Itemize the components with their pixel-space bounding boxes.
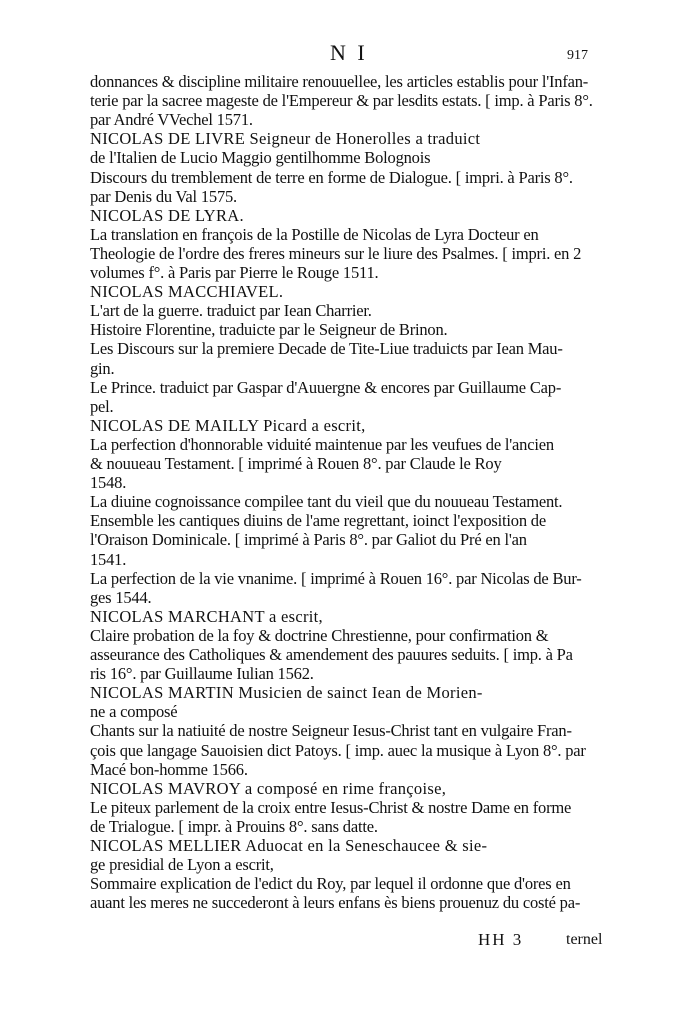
text-line: çois que langage Sauoisien dict Patoys. [ imp. auec la musique à Lyon 8°. par (90, 740, 586, 760)
text-line: La translation en françois de la Postille de Nicolas de Lyra Docteur en (90, 224, 539, 244)
entry-heading: NICOLAS MELLIER Aduocat en la Seneschaucee & sie- (90, 836, 488, 855)
entry-heading: NICOLAS DE LYRA. (90, 205, 244, 225)
text-line: Histoire Florentine, traduicte par le Seigneur de Brinon. (90, 320, 448, 340)
text-line: par André VVechel 1571. (90, 110, 253, 130)
text-line: Ensemble les cantiques diuins de l'ame regrettant, ioinct l'exposition de (90, 511, 546, 531)
text-line: 1548. (90, 473, 127, 493)
text-line: volumes f°. à Paris par Pierre le Rouge 1511. (90, 263, 379, 282)
text-line: Claire probation de la foy & doctrine Chrestienne, pour confirmation & (90, 625, 549, 645)
entry-heading: NICOLAS MARTIN Musicien de sainct Iean de Morien- (90, 683, 483, 703)
text-line: asseurance des Catholiques & amendement des pauures seduits. [ imp. à Pa (90, 645, 573, 664)
text-line: donnances & discipline militaire renouuellee, les articles establis pour l'Infan- (90, 72, 589, 91)
text-line: de l'Italien de Lucio Maggio gentilhomme Bolognois (90, 148, 431, 168)
text-line: La perfection d'honnorable viduité maintenue par les veufues de l'ancien (90, 434, 554, 454)
signature-mark: HH 3 (478, 930, 524, 949)
page-number: 917 (567, 48, 588, 63)
catchword: ternel (566, 931, 603, 948)
text-line: Macé bon-homme 1566. (90, 759, 248, 779)
text-line: Les Discours sur la premiere Decade de Tite-Liue traduicts par Iean Mau- (90, 339, 563, 359)
text-line: & nouueau Testament. [ imprimé à Rouen 8°. par Claude le Roy (90, 454, 502, 473)
text-line: gin. (90, 358, 115, 378)
text-line: Le piteux parlement de la croix entre Iesus-Christ & nostre Dame en forme (90, 797, 572, 817)
text-line: La diuine cognoissance compilee tant du vieil que du nouueau Testament. (90, 492, 563, 512)
text-line: Sommaire explication de l'edict du Roy, par lequel il ordonne que d'ores en (90, 874, 571, 894)
text-line: l'Oraison Dominicale. [ imprimé à Paris 8°. par Galiot du Pré en l'an (90, 530, 527, 550)
text-line: ge presidial de Lyon a escrit, (90, 855, 274, 875)
text-line: Discours du tremblement de terre en forme de Dialogue. [ impri. à Paris 8°. (90, 167, 573, 187)
text-line: Chants sur la natiuité de nostre Seigneur Iesus-Christ tant en vulgaire Fran- (90, 721, 572, 741)
text-line: de Trialogue. [ impr. à Prouins 8°. sans datte. (90, 816, 378, 836)
text-line: Le Prince. traduict par Gaspar d'Auuergne & encores par Guillaume Cap- (90, 377, 562, 397)
text-line: L'art de la guerre. traduict par Iean Charrier. (90, 301, 372, 321)
text-line: ges 1544. (90, 587, 152, 607)
entry-heading: NICOLAS MACCHIAVEL. (90, 282, 284, 302)
text-line: terie par la sacree mageste de l'Empereur & par lesdits estats. [ imp. à Paris 8°. (90, 91, 593, 111)
entry-heading: NICOLAS MARCHANT a escrit, (90, 606, 323, 626)
entry-heading: NICOLAS MAVROY a composé en rime françoise, (90, 778, 447, 798)
entry-heading: NICOLAS DE MAILLY Picard a escrit, (90, 415, 366, 435)
text-line: par Denis du Val 1575. (90, 186, 237, 206)
text-line: ris 16°. par Guillaume Iulian 1562. (90, 664, 314, 684)
text-line: ne a composé (90, 702, 178, 722)
text-line: 1541. (90, 549, 127, 569)
text-line: La perfection de la vie vnanime. [ imprimé à Rouen 16°. par Nicolas de Bur- (90, 568, 582, 588)
text-line: auant les meres ne succederont à leurs enfans ès biens prouenuz du costé pa- (90, 893, 581, 913)
text-line: Theologie de l'ordre des freres mineurs sur le liure des Psalmes. [ impri. en 2 (90, 243, 582, 263)
text-line: pel. (90, 396, 114, 416)
entry-heading: NICOLAS DE LIVRE Seigneur de Honerolles a traduict (90, 129, 481, 149)
running-head: N I (330, 40, 368, 65)
